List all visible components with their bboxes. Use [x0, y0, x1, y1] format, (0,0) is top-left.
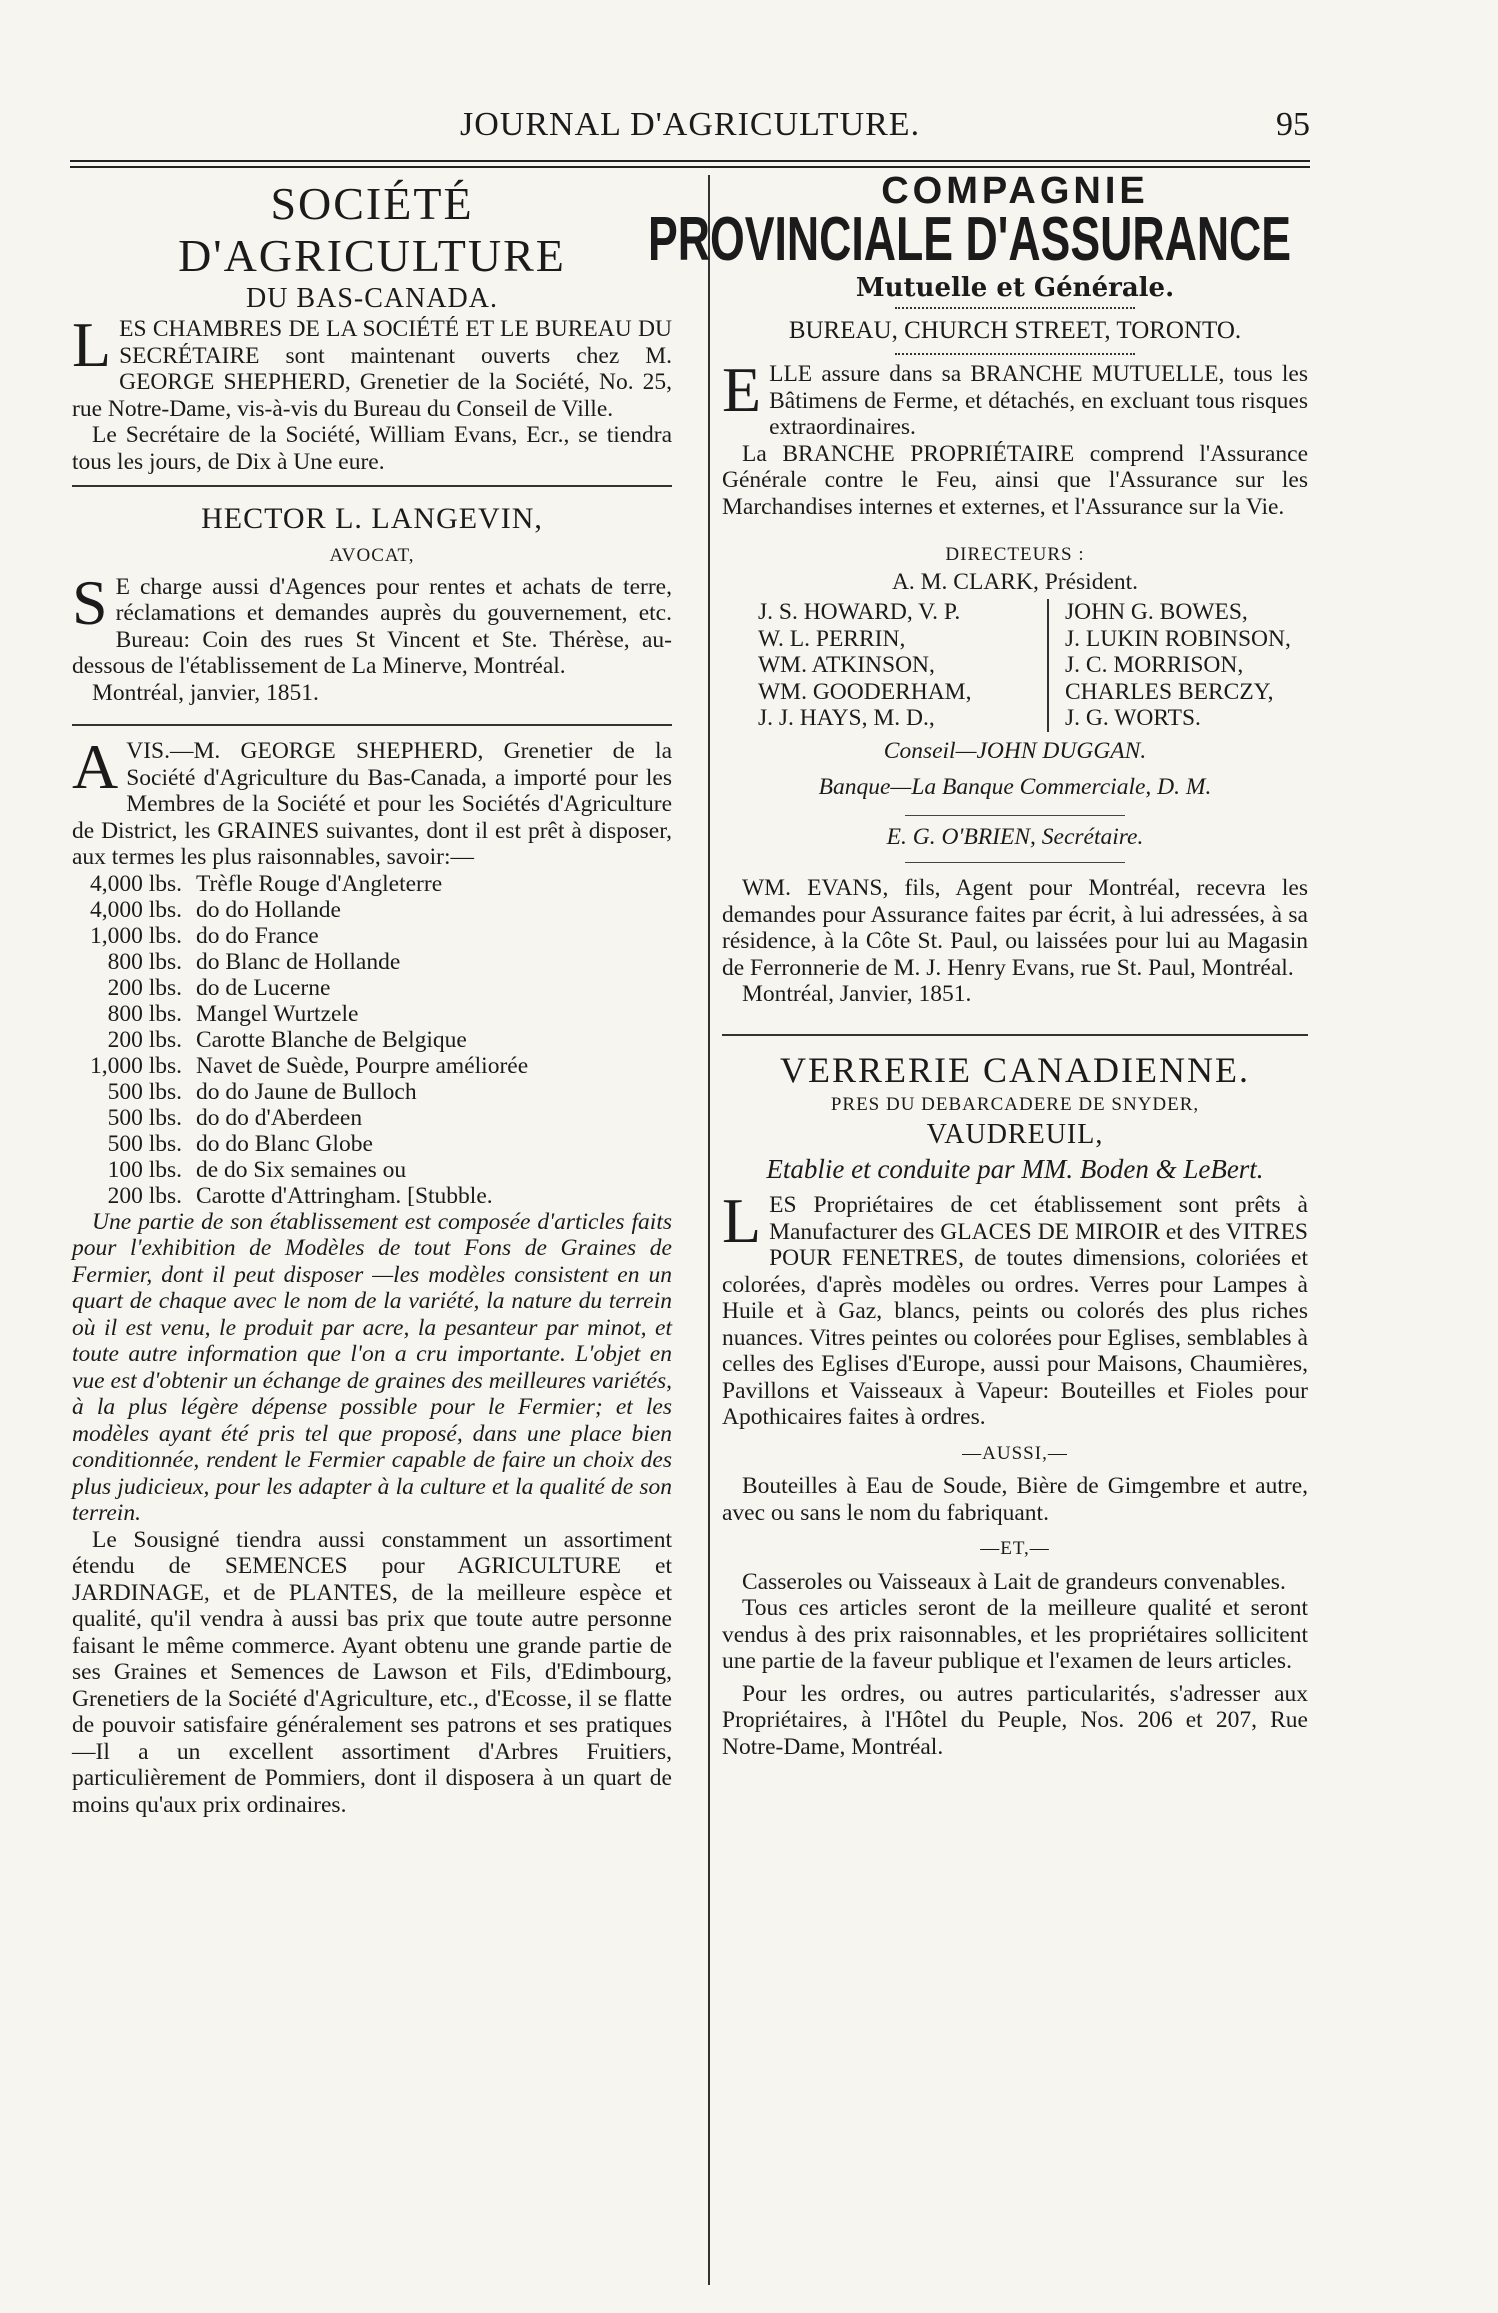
societe-title: SOCIÉTÉ D'AGRICULTURE — [178, 178, 566, 281]
assurance-title: PROVINCIALE D'ASSURANCE — [648, 204, 1292, 274]
seed-quantity: 200 lbs. — [107, 1026, 182, 1053]
director-row — [722, 626, 1308, 653]
divider — [72, 724, 672, 726]
brace — [1023, 652, 1048, 679]
assurance-paragraph-2: La BRANCHE PROPRIÉTAIRE comprend l'Assurance Générale contre le Feu, ainsi que l'Assurance sur les Marchandises internes et externes, et l'Assurance sur la Vie. — [722, 440, 1308, 520]
agent-paragraph: WM. EVANS, fils, Agent pour Montréal, recevra les demandes pour Assurance faites par écrit, à lui adressées, à sa résidence, à la Côte St. Paul, ou laissées pour lui au Magasin de Ferronnerie de M. J. Henry Evans, rue St. Paul, Montréal. — [722, 875, 1308, 981]
conseil: Conseil—JOHN DUGGAN. — [883, 737, 1147, 764]
langevin-notice — [72, 499, 672, 706]
avis-paragraph-3: Le Sousigné tiendra aussi constamment un assortiment étendu de SEMENCES pour AGRICULTURE et JARDINAGE, et de PLANTES, de la meilleure espèce et qualité, qu'il vendra à aussi bas prix que toute autre personne faisant le même commerce. Ayant obtenu une grande partie de ses Graines et Semences de Lawson et Fils, d'Edimbourg, Grenetiers de la Société d'Agriculture, etc., d'Ecosse, il se flatte de pouvoir satisfaire généralement ses patrons et ses pratiques —Il a un excellent assortiment d'Arbres Fruitiers, particulièrement de Pommiers, dont il disposera à un quart de moins qu'aux prix ordinaires. — [72, 1526, 672, 1818]
drop-cap: E — [722, 354, 762, 425]
seed-variety: do Blanc de Hollande — [196, 948, 401, 975]
seed-variety: do do France — [196, 922, 319, 949]
divider — [72, 485, 672, 487]
director-name: J. G. WORTS. — [1065, 705, 1201, 731]
director-name: WM. ATKINSON, — [758, 652, 935, 678]
verrerie-notice — [722, 1048, 1308, 1761]
drop-cap: L — [722, 1185, 762, 1256]
seed-variety: Trèfle Rouge d'Angleterre — [196, 870, 443, 897]
right-column — [648, 170, 1308, 1760]
seed-row — [72, 975, 672, 1001]
seed-quantity: 500 lbs. — [107, 1078, 182, 1105]
assurance-paragraph-1: ELLE assure dans sa BRANCHE MUTUELLE, tous les Bâtimens de Ferme, et détachés, en excluant tous risques extraordinaires. — [722, 354, 1308, 440]
drop-cap: A — [72, 731, 119, 802]
et-heading: —ET,— — [980, 1538, 1050, 1559]
brace — [1023, 626, 1048, 653]
journal-title: JOURNAL D'AGRICULTURE. — [460, 106, 921, 143]
societe-paragraph-1: LES CHAMBRES DE LA SOCIÉTÉ ET LE BUREAU DU SECRÉTAIRE sont maintenant ouverts chez M. GEORGE SHEPHERD, Grenetier de la Société, No. 25, rue Notre-Dame, vis-à-vis du Bureau du Conseil de Ville. — [72, 309, 672, 422]
director-name: WM. GOODERHAM, — [758, 678, 972, 705]
seed-variety: do do Blanc Globe — [196, 1130, 373, 1157]
seed-variety: Mangel Wurtzele — [196, 1000, 359, 1027]
seed-row — [72, 949, 672, 975]
seed-quantity: 4,000 lbs. — [89, 870, 182, 897]
verrerie-paragraph-3: Casseroles ou Vaisseaux à Lait de grandeurs convenables. — [742, 1568, 1286, 1595]
seed-quantity: 500 lbs. — [107, 1104, 182, 1131]
director-row — [722, 652, 1308, 679]
brace — [1023, 705, 1048, 732]
director-row — [722, 679, 1308, 706]
header-rule — [70, 160, 1310, 162]
seed-row — [72, 1053, 672, 1079]
aussi-heading: —AUSSI,— — [962, 1442, 1068, 1464]
director-name: J. J. HAYS, M. D., — [758, 705, 935, 731]
seed-quantity: 200 lbs. — [107, 1182, 182, 1209]
drop-cap: S — [72, 566, 108, 638]
assurance-title-wrap — [648, 204, 1308, 275]
verrerie-paragraph-5: Pour les ordres, ou autres particularités, s'adresser aux Propriétaires, à l'Hôtel du Peuple, Nos. 206 et 207, Rue Notre-Dame, Montréal. — [722, 1680, 1308, 1760]
verrerie-place: VAUDREUIL, — [926, 1119, 1104, 1150]
assurance-date: Montréal, Janvier, 1851. — [742, 981, 972, 1007]
verrerie-paragraph-2: Bouteilles à Eau de Soude, Bière de Gimgembre et autre, avec ou sans le nom du fabriquant. — [722, 1473, 1308, 1526]
seed-variety: do de Lucerne — [196, 974, 331, 1001]
ornament-rule — [895, 307, 1135, 309]
director-row — [722, 599, 1308, 626]
verrerie-location: PRES DU DEBARCADERE DE SNYDER, — [830, 1093, 1200, 1115]
page-header — [70, 100, 1310, 150]
seed-quantity: 800 lbs. — [107, 948, 182, 975]
page-number: 95 — [1276, 106, 1310, 143]
assurance-company: COMPAGNIE — [881, 170, 1149, 212]
langevin-role: AVOCAT, — [329, 545, 415, 566]
secretaire: E. G. O'BRIEN, Secrétaire. — [886, 823, 1144, 850]
seed-quantity: 500 lbs. — [107, 1130, 182, 1157]
societe-subtitle: DU BAS-CANADA. — [245, 283, 498, 314]
directeurs-heading: DIRECTEURS : — [945, 544, 1085, 565]
divider — [905, 815, 1125, 816]
langevin-date: Montréal, janvier, 1851. — [92, 679, 319, 706]
societe-paragraph-2: Le Secrétaire de la Société, William Evans, Ecr., se tiendra tous les jours, de Dix à Une eure. — [72, 422, 672, 475]
brace — [1023, 599, 1048, 626]
left-column — [72, 178, 672, 1818]
header-rule-2 — [70, 166, 1310, 168]
seed-row — [72, 1027, 672, 1053]
verrerie-paragraph-1: LES Propriétaires de cet établissement sont prêts à Manufacturer des GLACES DE MIROIR et des VITRES POUR FENETRES, de toutes dimensions, coloriées et colorées, d'après modèles ou ordres. Verres pour Lampes à Huile et à Gaz, blancs, peints ou colorés des plus riches nuances. Vitres peintes ou colorées pour Eglises, semblables à celles des Eglises d'Europe, aussi pour Maisons, Chaumières, Pavillons et Vaisseaux à Vapeur: Bouteilles et Fioles pour Apothicaires faites à ordres. — [722, 1185, 1308, 1430]
seed-variety: Navet de Suède, Pourpre améliorée — [196, 1052, 529, 1079]
verrerie-owners: Etablie et conduite par MM. Boden & LeBert. — [766, 1154, 1264, 1184]
director-row — [722, 705, 1308, 732]
brace — [1023, 679, 1048, 706]
director-name: CHARLES BERCZY, — [1065, 678, 1274, 705]
seed-quantity: 1,000 lbs. — [89, 1052, 182, 1079]
divider — [905, 862, 1125, 863]
president: A. M. CLARK, Président. — [891, 568, 1139, 595]
director-name: J. C. MORRISON, — [1065, 652, 1244, 678]
seed-quantity: 800 lbs. — [107, 1000, 182, 1027]
assurance-bureau: BUREAU, CHURCH STREET, TORONTO. — [788, 317, 1242, 344]
seed-variety: de do Six semaines ou — [196, 1156, 407, 1183]
langevin-paragraph: S E charge aussi d'Agences pour rentes et achats de terre, réclamations et demandes auprès du gouvernement, etc. Bureau: Coin des rues St Vincent et Ste. Thérèse, au-dessous de l'établissement de La Minerve, Montréal. — [72, 566, 672, 679]
avis-notice — [72, 731, 672, 1818]
seed-variety: Carotte d'Attringham. [Stubble. — [196, 1182, 493, 1209]
seed-row — [72, 923, 672, 949]
avis-paragraph-2: Une partie de son établissement est composée d'articles faits pour l'exhibition de Modèles de tout Fons de Graines de Fermier, dont il peut disposer —les modèles consistent en un quart de chaque avec le nom de la variété, la nature du terrein où il est venu, le produit par acre, la pesanteur par minot, et toute autre information que l'on a cru importante. L'objet en vue est d'obtenir un échange de graines des meilleures variétés, à la plus légère dépense possible pour le Fermier; et les modèles ayant été pris tel que proposé, dans une place bien conditionnée, rendent le Fermier capable de faire un choix des plus judicieux, pour les adapter à la culture et la qualité de son terrein. — [72, 1208, 672, 1526]
seed-row — [72, 1157, 672, 1183]
director-name: W. L. PERRIN, — [758, 625, 906, 652]
director-name: J. S. HOWARD, V. P. — [758, 599, 961, 625]
divider — [722, 1034, 1308, 1036]
assurance-notice — [648, 170, 1308, 1008]
seed-quantity: 1,000 lbs. — [89, 922, 182, 949]
seed-variety: do do Hollande — [196, 896, 341, 923]
seed-row — [72, 1001, 672, 1027]
seed-quantity: 100 lbs. — [107, 1156, 182, 1183]
directors-list — [722, 599, 1308, 732]
seed-variety: do do Jaune de Bulloch — [196, 1078, 417, 1105]
seed-variety: Carotte Blanche de Belgique — [196, 1026, 467, 1053]
seed-row — [72, 1131, 672, 1157]
seed-quantity: 200 lbs. — [107, 974, 182, 1001]
seed-quantity: 4,000 lbs. — [89, 896, 182, 923]
seed-row — [72, 1105, 672, 1131]
seed-row — [72, 897, 672, 923]
langevin-name: HECTOR L. LANGEVIN, — [201, 502, 543, 535]
seed-variety: do do d'Aberdeen — [196, 1104, 363, 1131]
banque: Banque—La Banque Commerciale, D. M. — [818, 774, 1212, 800]
seed-row — [72, 1183, 672, 1209]
drop-cap: L — [72, 309, 112, 380]
director-name: J. LUKIN ROBINSON, — [1065, 625, 1291, 652]
seed-row — [72, 871, 672, 897]
ornament-rule — [895, 353, 1135, 355]
seed-list — [72, 871, 672, 1209]
column-divider — [708, 175, 710, 2285]
avis-paragraph-1: AVIS.—M. GEORGE SHEPHERD, Grenetier de la Société d'Agriculture du Bas-Canada, a importé pour les Membres de la Société et pour les Sociétés d'Agriculture de District, les GRAINES suivantes, dont il est prêt à disposer, aux termes les plus raisonnables, savoir:— — [72, 731, 672, 870]
verrerie-paragraph-4: Tous ces articles seront de la meilleure qualité et seront vendus à des prix raisonnables, et les propriétaires sollicitent une partie de la faveur publique et l'examen de leurs articles. — [722, 1595, 1308, 1674]
director-name: JOHN G. BOWES, — [1065, 599, 1248, 625]
assurance-subtitle: Mutuelle et Générale. — [855, 272, 1175, 303]
societe-notice — [72, 178, 672, 475]
seed-row — [72, 1079, 672, 1105]
verrerie-title: VERRERIE CANADIENNE. — [780, 1049, 1250, 1090]
